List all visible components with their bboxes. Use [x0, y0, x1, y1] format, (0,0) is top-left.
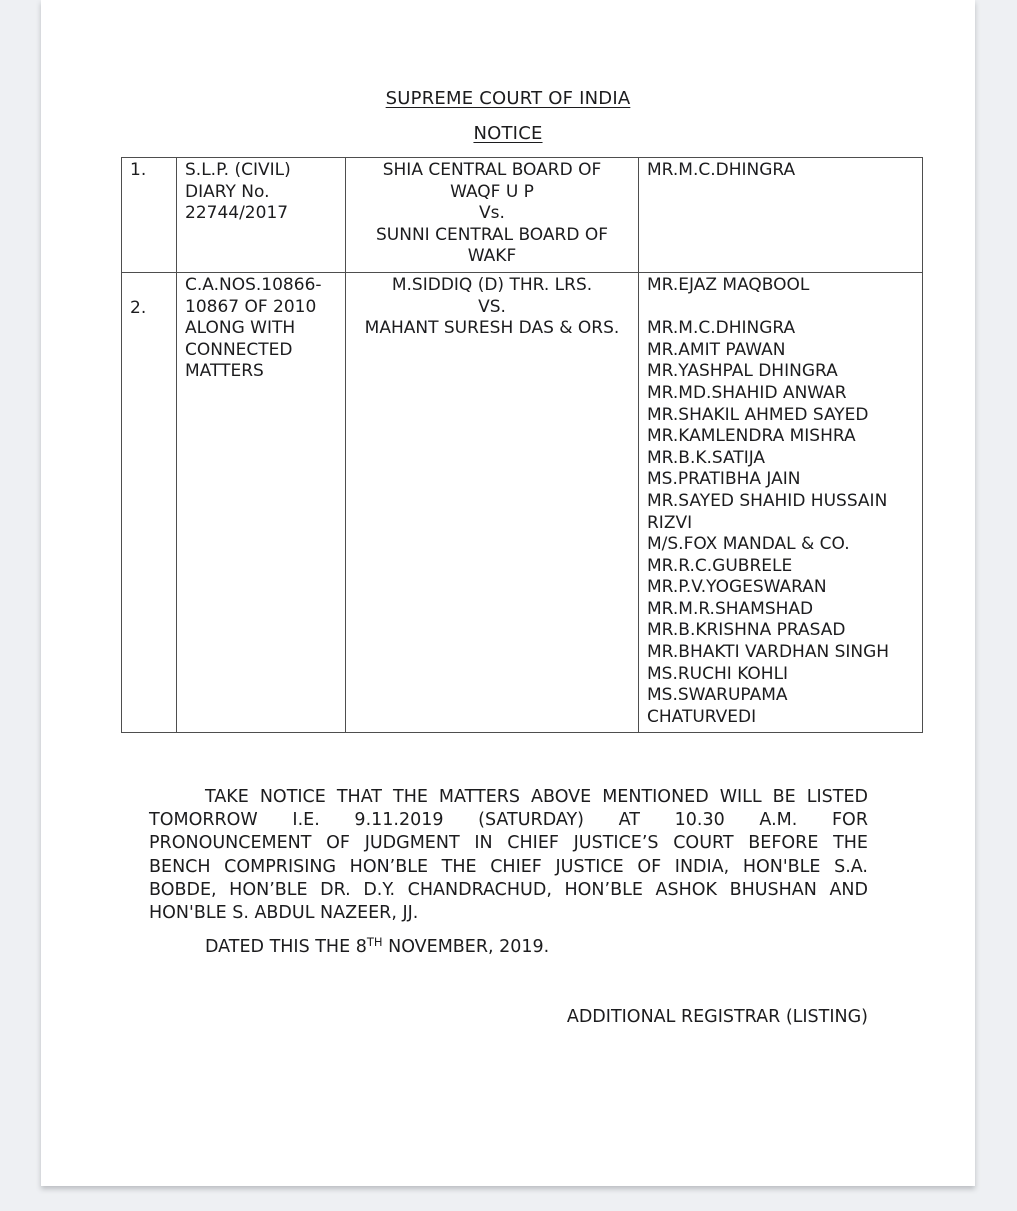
- text-line: MR.P.V.YOGESWARAN: [647, 577, 827, 598]
- text-line: C.A.NOS.10866-: [185, 274, 322, 295]
- text-line: MR.MD.SHAHID ANWAR: [647, 382, 847, 403]
- table-row: [122, 158, 923, 273]
- parties-cell: [346, 272, 639, 732]
- page-title: SUPREME COURT OF INDIA: [385, 88, 631, 109]
- text-line: MR.R.C.GUBRELE: [647, 555, 793, 576]
- signature-line: ADDITIONAL REGISTRAR (LISTING): [566, 1007, 868, 1027]
- text-line: MR.M.C.DHINGRA: [647, 160, 796, 180]
- text-line: MR.KAMLENDRA MISHRA: [647, 426, 856, 447]
- case-number-cell: [177, 272, 346, 732]
- cause-list-table: [121, 157, 923, 733]
- text-line: MR.BHAKTI VARDHAN SINGH: [647, 642, 890, 663]
- text-line: MR.YASHPAL DHINGRA: [647, 361, 838, 382]
- text-line: 10867 OF 2010: [185, 296, 317, 317]
- dated-text-prefix: DATED THIS THE 8: [205, 937, 367, 957]
- text-line: S.L.P. (CIVIL): [185, 160, 291, 180]
- text-line: M.SIDDIQ (D) THR. LRS.: [391, 274, 593, 295]
- advocates-cell: [639, 158, 923, 273]
- text-line: 22744/2017: [185, 203, 289, 224]
- dated-text-suffix: NOVEMBER, 2019.: [382, 937, 550, 957]
- dated-line: [205, 936, 549, 960]
- text-line: TAKE NOTICE THAT THE MATTERS ABOVE MENTIONED WILL BE LISTED: [205, 787, 868, 807]
- text-line: MAHANT SURESH DAS & ORS.: [364, 318, 620, 339]
- notice-page: [41, 0, 975, 1186]
- text-line: [647, 297, 914, 319]
- text-line: MR.SAYED SHAHID HUSSAIN: [647, 490, 888, 511]
- text-line: MATTERS: [185, 361, 264, 382]
- text-line: MS.RUCHI KOHLI: [647, 663, 789, 684]
- text-line: M/S.FOX MANDAL & CO.: [647, 534, 850, 555]
- text-line: WAQF U P: [450, 181, 534, 202]
- text-line: CHATURVEDI: [647, 706, 757, 727]
- parties-cell: [346, 158, 639, 273]
- text-line: MR.M.C.DHINGRA: [647, 318, 796, 339]
- text-line: WAKF: [467, 246, 517, 267]
- text-line: MR.B.K.SATIJA: [647, 447, 766, 468]
- text-line: MR.SHAKIL AHMED SAYED: [647, 404, 869, 425]
- advocates-cell: [639, 272, 923, 732]
- text-line: MR.EJAZ MAQBOOL: [647, 274, 810, 295]
- text-line: MR.AMIT PAWAN: [647, 339, 786, 360]
- text-line: Vs.: [479, 203, 505, 224]
- text-line: RIZVI: [647, 512, 693, 533]
- case-number-cell: [177, 158, 346, 273]
- text-line: BENCH COMPRISING HON’BLE THE CHIEF JUSTICE OF INDIA, HON'BLE S.A.: [149, 856, 868, 877]
- text-line: MR.M.R.SHAMSHAD: [647, 598, 814, 619]
- serial-number-cell: 1.: [122, 158, 177, 273]
- notice-paragraph: [149, 786, 868, 925]
- text-line: MS.SWARUPAMA: [647, 685, 788, 706]
- ordinal-superscript: TH: [366, 934, 383, 949]
- serial-number-cell: 2.: [122, 272, 177, 732]
- text-line: BOBDE, HON’BLE DR. D.Y. CHANDRACHUD, HON’BLE ASHOK BHUSHAN AND: [149, 879, 868, 900]
- text-line: MS.PRATIBHA JAIN: [647, 469, 801, 490]
- text-line: SHIA CENTRAL BOARD OF: [382, 160, 602, 180]
- text-line: ALONG WITH: [185, 318, 296, 339]
- text-line: MR.B.KRISHNA PRASAD: [647, 620, 846, 641]
- text-line: VS.: [478, 296, 506, 317]
- table-row: [122, 272, 923, 732]
- notice-heading: NOTICE: [473, 123, 543, 144]
- text-line: SUNNI CENTRAL BOARD OF: [376, 224, 608, 245]
- text-line: CONNECTED: [185, 339, 293, 360]
- text-line: DIARY No.: [185, 181, 270, 202]
- text-line: HON'BLE S. ABDUL NAZEER, JJ.: [149, 903, 419, 924]
- text-line: PRONOUNCEMENT OF JUDGMENT IN CHIEF JUSTICE’S COURT BEFORE THE: [149, 833, 868, 854]
- text-line: TOMORROW I.E. 9.11.2019 (SATURDAY) AT 10.30 A.M. FOR: [149, 810, 868, 831]
